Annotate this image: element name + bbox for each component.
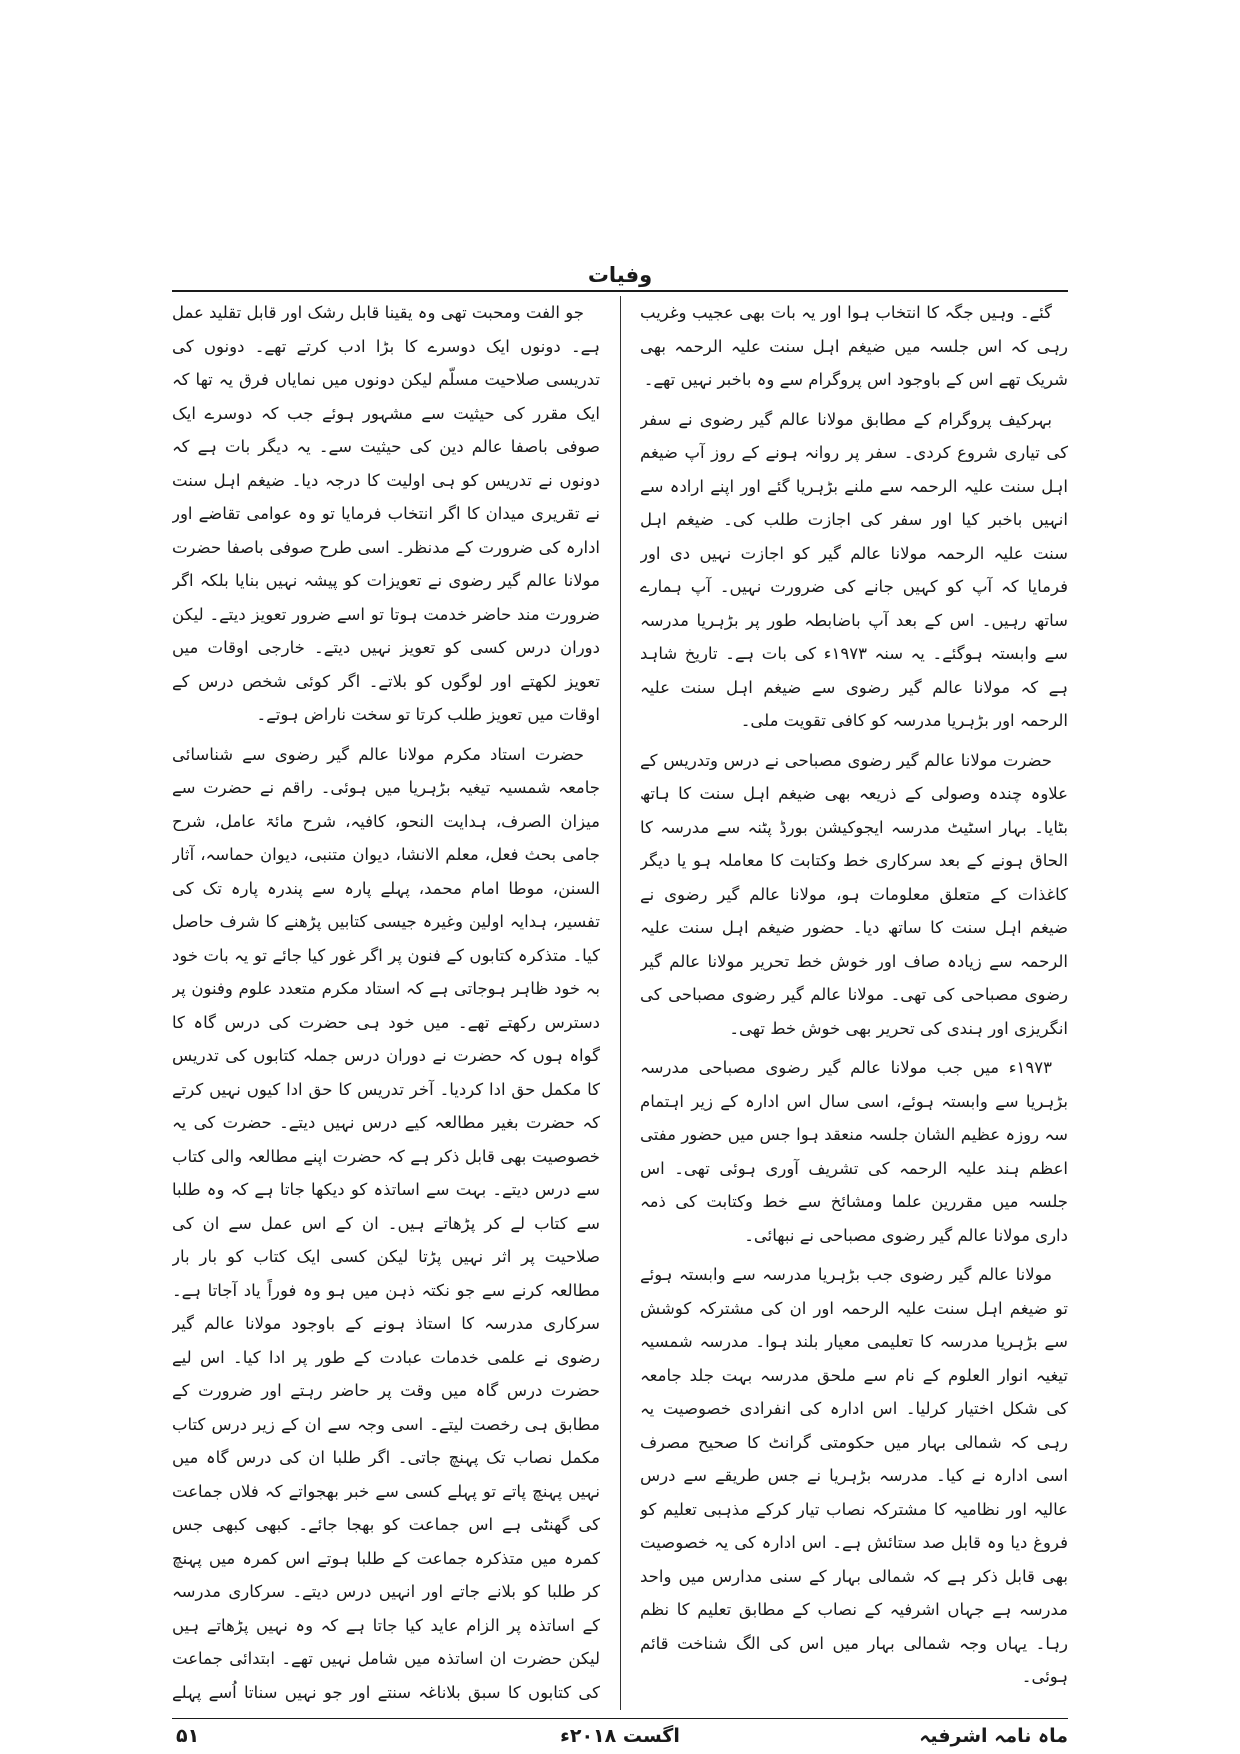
paragraph: گئے۔ وہیں جگہ کا انتخاب ہوا اور یہ بات بھی عجیب وغریب رہی کہ اس جلسہ میں ضیغم اہل سنت علیہ الرحمہ بھی شریک تھے اس کے باوجود اس پروگرام سے وہ باخبر نہیں تھے۔ [640, 303, 1068, 389]
footer-rule [172, 1718, 1068, 1719]
paragraph: حضرت استاد مکرم مولانا عالم گیر رضوی سے شناسائی جامعہ شمسیہ تیغیہ بڑہریا میں ہوئی۔ راقم نے حضرت سے میزان الصرف، ہدایت النحو، کافیہ، شرح مائۃ عامل، شرح جامی بحث فعل، معلم الانشا، دیوان متنبی، دیوان حماسہ، آثار السنن، موطا امام محمد، پہلے پارہ سے پندرہ پارہ تک کی تفسیر، ہدایہ اولین وغیرہ جیسی کتابیں پڑھنے کا شرف حاصل کیا۔ متذکرہ کتابوں کے فنون پر اگر غور کیا جائے تو یہ بات خود بہ خود ظاہر ہوجاتی ہے کہ استاد مکرم متعدد علوم وفنون پر دسترس رکھتے تھے۔ میں خود ہی حضرت کی درس گاہ کا گواہ ہوں کہ حضرت نے دوران درس جملہ کتابوں کی تدریس کا مکمل حق ادا کردیا۔ آخر تدریس کا حق ادا کیوں نہیں کرتے کہ حضرت بغیر مطالعہ کیے درس نہیں دیتے۔ حضرت کی یہ خصوصیت بھی قابل ذکر ہے کہ حضرت اپنے مطالعہ والی کتاب سے درس دیتے۔ بہت سے اساتذہ کو دیکھا جاتا ہے کہ وہ طلبا سے کتاب لے کر پڑھاتے ہیں۔ ان کے اس عمل سے ان کی صلاحیت پر اثر نہیں پڑتا لیکن کسی ایک کتاب کو بار بار مطالعہ کرنے سے جو نکتہ ذہن میں ہو وہ فوراً یاد آجاتا ہے۔ سرکاری مدرسہ کا استاذ ہونے کے باوجود مولانا عالم گیر رضوی نے علمی خدمات عبادت کے طور پر ادا کیا۔ اس لیے حضرت درس گاہ میں وقت پر حاضر رہتے اور ضرورت کے مطابق ہی رخصت لیتے۔ اسی وجہ سے ان کے زیر درس کتاب مکمل نصاب تک پہنچ جاتی۔ اگر طلبا ان کی درس گاہ میں نہیں پہنچ پاتے تو پہلے کسی سے خبر بھجواتے کہ فلاں جماعت کی گھنٹی ہے اس جماعت کو بھجا جائے۔ کبھی کبھی جس کمرہ میں متذکرہ جماعت کے طلبا ہوتے اس کمرہ میں پہنچ کر طلبا کو بلانے جاتے اور انہیں درس دیتے۔ سرکاری مدرسہ کے اساتذہ پر الزام عاید کیا جاتا ہے کہ وہ نہیں پڑھاتے ہیں لیکن حضرت ان اساتذہ میں شامل نہیں تھے۔ ابتدائی جماعت کی کتابوں کا سبق بلاناغہ سنتے اور جو نہیں سناتا اُسے پہلے [172, 744, 600, 1702]
section-title: وفیات [587, 263, 653, 287]
paragraph: جو الفت ومحبت تھی وہ یقینا قابل رشک اور قابل تقلید عمل ہے۔ دونوں ایک دوسرے کا بڑا ادب کرتے تھے۔ دونوں کی تدریسی صلاحیت مسلّم لیکن دونوں میں نمایاں فرق یہ تھا کہ ایک مقرر کی حیثیت سے مشہور ہوئے جب کہ دوسرے ایک صوفی باصفا عالم دین کی حیثیت سے۔ یہ دیگر بات ہے کہ دونوں نے تدریس کو ہی اولیت کا درجہ دیا۔ ضیغم اہل سنت نے تقریری میدان کا اگر انتخاب فرمایا تو وہ عوامی تقاضے اور ادارہ کی ضرورت کے مدنظر۔ اسی طرح صوفی باصفا حضرت مولانا عالم گیر رضوی نے تعویزات کو پیشہ نہیں بنایا بلکہ اگر ضرورت مند حاضر خدمت ہوتا تو اسے ضرور تعویز دیتے۔ لیکن دوران درس کسی کو تعویز نہیں دیتے۔ خارجی اوقات میں تعویز لکھتے اور لوگوں کو بلاتے۔ اگر کوئی شخص درس کے اوقات میں تعویز طلب کرتا تو سخت ناراض ہوتے۔ [172, 303, 600, 724]
header-rule [172, 290, 1068, 292]
footer-magazine-name: ماہ نامہ اشرفیہ [919, 1725, 1068, 1747]
paragraph: ۱۹۷۳ء میں جب مولانا عالم گیر رضوی مصباحی مدرسہ بڑہریا سے وابستہ ہوئے، اسی سال اس ادارہ کے زیر اہتمام سہ روزہ عظیم الشان جلسہ منعقد ہوا جس میں حضور مفتی اعظم ہند علیہ الرحمہ کی تشریف آوری ہوئی تھی۔ اس جلسہ میں مقررین علما ومشائخ سے خط وکتابت کی ذمہ داری مولانا عالم گیر رضوی مصباحی نے نبھائی۔ [640, 1058, 1068, 1245]
article-column-right [640, 296, 1068, 1706]
paragraph: بہرکیف پروگرام کے مطابق مولانا عالم گیر رضوی نے سفر کی تیاری شروع کردی۔ سفر پر روانہ ہونے کے روز آپ ضیغم اہل سنت علیہ الرحمہ سے ملنے بڑہریا گئے اور اپنے ارادہ سے انہیں باخبر کیا اور سفر کی اجازت طلب کی۔ ضیغم اہل سنت علیہ الرحمہ مولانا عالم گیر کو اجازت نہیں دی اور فرمایا کہ آپ کو کہیں جانے کی ضرورت نہیں۔ آپ ہمارے ساتھ رہیں۔ اس کے بعد آپ باضابطہ طور پر بڑہریا مدرسہ سے وابستہ ہوگئے۔ یہ سنہ ۱۹۷۳ء کی بات ہے۔ تاریخ شاہد ہے کہ مولانا عالم گیر رضوی سے ضیغم اہل سنت علیہ الرحمہ اور بڑہریا مدرسہ کو کافی تقویت ملی۔ [640, 409, 1068, 730]
footer-page-number: ۵۱ [176, 1725, 200, 1747]
footer-issue-date: اگست ۲۰۱۸ء [560, 1725, 680, 1747]
paragraph: حضرت مولانا عالم گیر رضوی مصباحی نے درس وتدریس کے علاوہ چندہ وصولی کے ذریعہ بھی ضیغم اہل سنت کا ہاتھ بٹایا۔ بہار اسٹیٹ مدرسہ ایجوکیشن بورڈ پٹنہ سے مدرسہ کا الحاق ہونے کے بعد سرکاری خط وکتابت کا معاملہ ہو یا دیگر کاغذات کے متعلق معلومات ہو، مولانا عالم گیر رضوی نے ضیغم اہل سنت کا ساتھ دیا۔ حضور ضیغم اہل سنت علیہ الرحمہ سے زیادہ صاف اور خوش خط تحریر مولانا عالم گیر رضوی مصباحی کی تھی۔ مولانا عالم گیر رضوی مصباحی کی انگریزی اور ہندی کی تحریر بھی خوش خط تھی۔ [640, 750, 1068, 1038]
column-divider [620, 296, 621, 1710]
paragraph: مولانا عالم گیر رضوی جب بڑہریا مدرسہ سے وابستہ ہوئے تو ضیغم اہل سنت علیہ الرحمہ اور ان کی مشترکہ کوشش سے بڑہریا مدرسہ کا تعلیمی معیار بلند ہوا۔ مدرسہ شمسیہ تیغیہ انوار العلوم کے نام سے ملحق مدرسہ بہت جلد جامعہ کی شکل اختیار کرلیا۔ اس ادارہ کی انفرادی خصوصیت یہ رہی کہ شمالی بہار میں حکومتی گرانٹ کا صحیح مصرف اسی ادارہ نے کیا۔ مدرسہ بڑہریا نے جس طریقے سے درس عالیہ اور نظامیہ کا مشترکہ نصاب تیار کرکے مذہبی تعلیم کو فروغ دیا وہ قابل صد ستائش ہے۔ اس ادارہ کی یہ خصوصیت بھی قابل ذکر ہے کہ شمالی بہار کے سنی مدارس میں واحد مدرسہ ہے جہاں اشرفیہ کے نصاب کے مطابق تعلیم کا نظم رہا۔ یہاں وجہ شمالی بہار میں اس کی الگ شناخت قائم ہوئی۔ [640, 1265, 1068, 1686]
paragraph [640, 1700, 1068, 1707]
article-column-left [172, 296, 600, 1706]
